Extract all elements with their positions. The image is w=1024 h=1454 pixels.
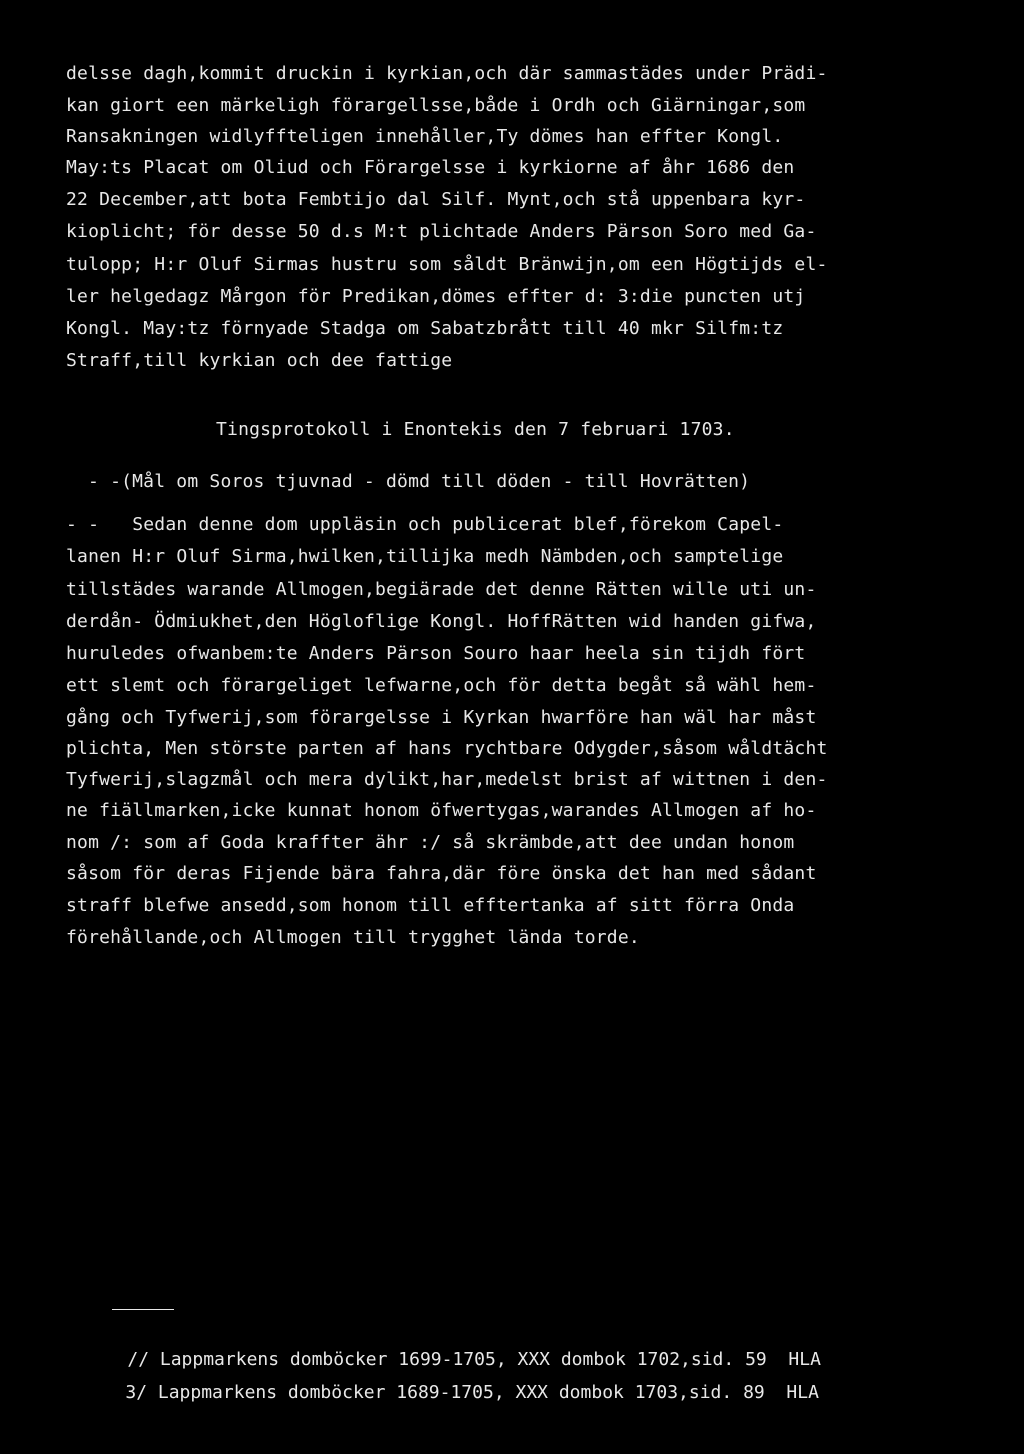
body-line: delsse dagh,kommit druckin i kyrkian,och där sammastädes under Prädi- bbox=[66, 63, 828, 84]
footnote-2 bbox=[82, 1363, 819, 1423]
section-subheading: - -(Mål om Soros tjuvnad - dömd till döden - till Hovrätten) bbox=[88, 471, 751, 492]
body-line: gång och Tyfwerij,som förargelsse i Kyrkan hwarföre han wäl har måst bbox=[66, 707, 817, 728]
footnote-mark: 3 bbox=[125, 1382, 137, 1403]
body-line: ett slemt och förargeliget lefwarne,och för detta begåt så wähl hem- bbox=[66, 675, 817, 696]
body-line: Kongl. May:tz förnyade Stadga om Sabatzbrått till 40 mkr Silfm:tz bbox=[66, 318, 784, 339]
body-line: Straff,till kyrkian och dee fattige bbox=[66, 350, 453, 371]
body-line: May:ts Placat om Oliud och Förargelsse i kyrkiorne af åhr 1686 den bbox=[66, 157, 795, 178]
body-line: huruledes ofwanbem:te Anders Pärson Souro haar heela sin tijdh fört bbox=[66, 643, 806, 664]
body-line: 22 December,att bota Fembtijo dal Silf. Mynt,och stå uppenbara kyr- bbox=[66, 189, 806, 210]
body-line: ler helgedagz Mårgon för Predikan,dömes effter d: 3:die puncten utj bbox=[66, 286, 806, 307]
body-line: förehållande,och Allmogen till trygghet lända torde. bbox=[66, 927, 640, 948]
section-heading: Tingsprotokoll i Enontekis den 7 februari 1703. bbox=[216, 419, 735, 440]
body-line: tillstädes warande Allmogen,begiärade det denne Rätten wille uti un- bbox=[66, 579, 817, 600]
body-line: nom /: som af Goda kraffter ähr :/ så skrämbde,att dee undan honom bbox=[66, 832, 795, 853]
body-line: såsom för deras Fijende bära fahra,där före önska det han med sådant bbox=[66, 863, 817, 884]
body-line: Ransakningen widlyffteligen innehåller,Ty dömes han effter Kongl. bbox=[66, 126, 784, 147]
footnote-text: / Lappmarkens domböcker 1699-1705, XXX dombok 1702,sid. 59 HLA bbox=[138, 1349, 821, 1370]
body-line: tulopp; H:r Oluf Sirmas hustru som såldt Bränwijn,om een Högtijds el- bbox=[66, 254, 828, 275]
body-line: Tyfwerij,slagzmål och mera dylikt,har,medelst brist af wittnen i den- bbox=[66, 769, 828, 790]
body-line: ne fiällmarken,icke kunnat honom öfwertygas,warandes Allmogen af ho- bbox=[66, 800, 817, 821]
body-line: - - Sedan denne dom uppläsin och publicerat blef,förekom Capel- bbox=[66, 514, 784, 535]
body-line: straff blefwe ansedd,som honom till efftertanka af sitt förra Onda bbox=[66, 895, 795, 916]
body-line: kan giort een märkeligh förargellsse,både i Ordh och Giärningar,som bbox=[66, 95, 806, 116]
body-line: lanen H:r Oluf Sirma,hwilken,tillijka medh Nämbden,och samptelige bbox=[66, 546, 784, 567]
body-line: derdån- Ödmiukhet,den Högloflige Kongl. HoffRätten wid handen gifwa, bbox=[66, 611, 817, 632]
footnote-divider bbox=[112, 1309, 174, 1310]
footnote-mark: / bbox=[127, 1349, 139, 1370]
body-line: kioplicht; för desse 50 d.s M:t plichtade Anders Pärson Soro med Ga- bbox=[66, 221, 817, 242]
body-line: plichta, Men störste parten af hans rychtbare Odygder,såsom wåldtächt bbox=[66, 738, 828, 759]
footnote-text: / Lappmarkens domböcker 1689-1705, XXX dombok 1703,sid. 89 HLA bbox=[136, 1382, 819, 1403]
